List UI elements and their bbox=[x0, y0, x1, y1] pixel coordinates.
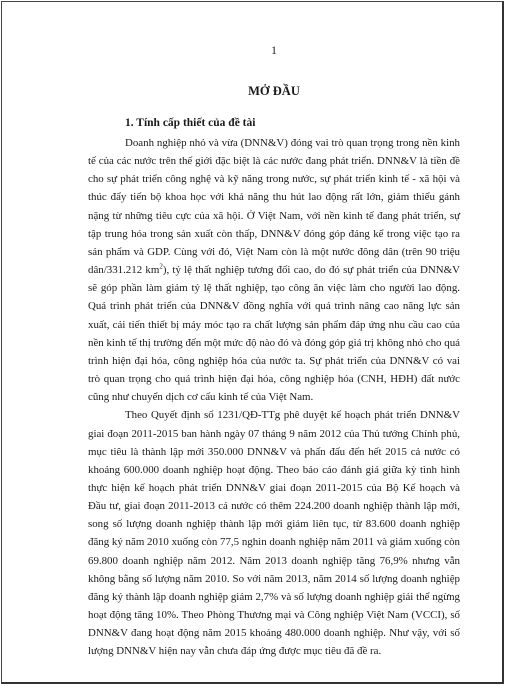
paragraph-1-text: Doanh nghiệp nhỏ và vừa (DNN&V) đóng vai trò quan trọng trong nền kinh tế của các nước trên thế giới đặc biệt là các nước đang phát triển. DNN&V là tiền đề cho sự phát triển công nghệ và kỹ năng trong nước, sự phát triển kinh tế - xã hội và thúc đẩy tiến bộ khoa học với khả năng thu hút lao động rất lớn, giảm thiểu gánh nặng từ những tiêu cực của xã hội. Ở Việt Nam, với nền kinh tế đang phát triển, sự tập trung hóa trong sản xuất còn thấp, DNN&V đóng góp đáng kể trong việc tạo ra sản phẩm và GDP. Cùng với đó, Việt Nam còn là một nước đông dân (trên 90 triệu dân/331.212 km bbox=[88, 137, 460, 277]
document-page bbox=[1, 1, 504, 684]
section-heading: 1. Tính cấp thiết của đề tài bbox=[125, 117, 256, 129]
paragraph-1 bbox=[88, 134, 460, 406]
paragraph-1-continuation: ), tỷ lệ thất nghiệp tương đối cao, do đó sự phát triển của DNN&V sẽ góp phần làm giảm tỷ lệ thất nghiệp, tạo công ăn việc làm cho người lao động. Quá trình phát triển của DNN&V đồng nghĩa với quá trình nâng cao năng lực sản xuất, cải tiến thiết bị máy móc tạo ra chất lượng sản phẩm đáp ứng nhu cầu cao của nền kinh tế thị trường đến một mức độ nào đó và đóng góp giá trị không nhỏ cho quá trình hiện đại hóa, công nghiệp hóa của nước ta. Sự phát triển của DNN&V có vai trò quan trọng cho quá trình hiện đại hóa, công nghiệp hóa (CNH, HĐH) đất nước cũng như chuyển dịch cơ cấu kinh tế của Việt Nam. bbox=[88, 264, 460, 404]
superscript-2: 2 bbox=[159, 262, 163, 271]
page-title: MỞ ĐẦU bbox=[248, 84, 300, 98]
paragraph-2: Theo Quyết định số 1231/QĐ-TTg phê duyệt kế hoạch phát triển DNN&V giai đoạn 2011-2015 ban hành ngày 07 tháng 9 năm 2012 của Thủ tướng Chính phủ, mục tiêu là thành lập mới 350.000 DNN&V và phấn đấu đến hết 2015 cả nước có khoảng 600.000 doanh nghiệp hoạt động. Theo báo cáo đánh giá giữa kỳ tình hình thực hiện kế hoạch phát triển DNN&V giai đoạn 2011-2015 của Bộ Kế hoạch và Đầu tư, giai đoạn 2011-2013 cả nước có thêm 224.200 doanh nghiệp thành lập mới, song số lượng doanh nghiệp thành lập mới giảm liên tục, từ 83.600 doanh nghiệp đăng ký năm 2010 xuống còn 77,5 nghìn doanh nghiệp năm 2011 và giảm xuống còn 69.800 doanh nghiệp năm 2012. Năm 2013 doanh nghiệp tăng 76,9% nhưng vẫn không bằng số lượng năm 2010. So với năm 2013, năm 2014 số lượng doanh nghiệp đăng ký thành lập doanh nghiệp giảm 2,7% và số lượng doanh nghiệp giải thể ngừng hoạt động tăng 10%. Theo Phòng Thương mại và Công nghiệp Việt Nam (VCCI), số DNN&V đang hoạt động năm 2015 khoảng 480.000 doanh nghiệp. Như vậy, với số lượng DNN&V hiện nay vẫn chưa đáp ứng được mục tiêu đã đề ra. bbox=[88, 409, 460, 658]
page-number: 1 bbox=[271, 45, 277, 57]
page-content bbox=[88, 44, 460, 661]
